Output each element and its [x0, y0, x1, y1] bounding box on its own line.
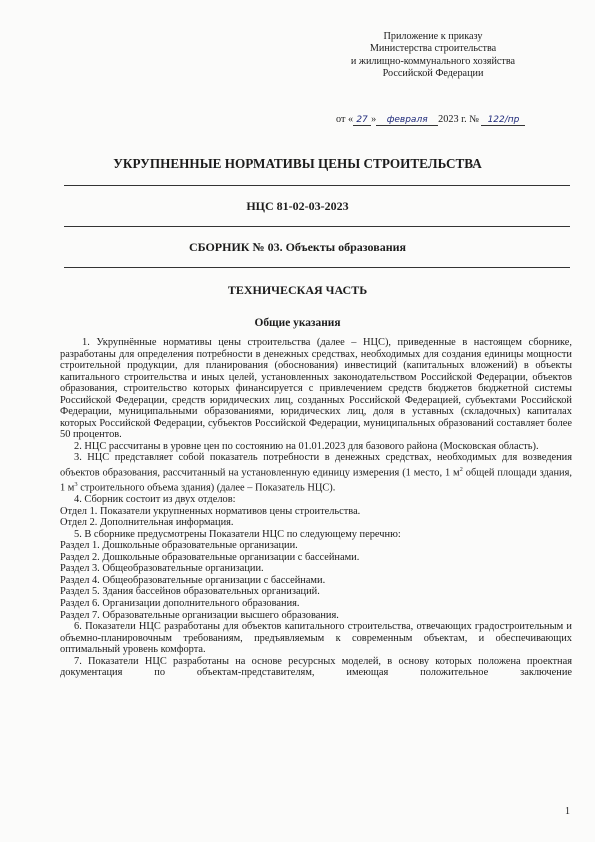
list-item: Раздел 4. Общеобразовательные организации с бассейнами. [60, 574, 326, 586]
list-item: Отдел 2. Дополнительная информация. [60, 517, 234, 529]
list-item: Раздел 3. Общеобразовательные организации. [60, 563, 264, 575]
collection-title: СБОРНИК № 03. Объекты образования [188, 240, 407, 254]
list-item: Раздел 5. Здания бассейнов образовательных организаций. [60, 586, 320, 598]
paragraph-2: 2. НЦС рассчитаны в уровне цен по состоянию на 01.01.2023 для базового района (Московская область). [74, 440, 539, 452]
list-item: Раздел 7. Образовательные организации высшего образования. [60, 609, 339, 621]
divider [64, 226, 570, 227]
order-date-line: от « 27 » февраля 2023 г. № 122/пр [336, 114, 525, 126]
divider [64, 267, 570, 268]
list-item: Отдел 1. Показатели укрупненных нормативов цены строительства. [60, 505, 361, 517]
appendix-line-1: Приложение к приказу [383, 31, 483, 42]
paragraph-6: 6. Показатели НЦС разработаны для объектов капитального строительства, отвечающих градостроительным и объемно-планировочным требованиям, предъявляемым к современным объектам, и обеспечивающих оптимальный уровень комфорта. [60, 621, 572, 656]
paragraph-4: 4. Сборник состоит из двух отделов: [74, 494, 236, 506]
order-number: 122/пр [481, 115, 525, 126]
list-item: Раздел 2. Дошкольные образовательные организации с бассейнами. [60, 551, 360, 563]
subsection-title: Общие указания [254, 317, 341, 329]
appendix-block [318, 31, 548, 81]
section-title: ТЕХНИЧЕСКАЯ ЧАСТЬ [227, 283, 368, 297]
document-title: УКРУПНЕННЫЕ НОРМАТИВЫ ЦЕНЫ СТРОИТЕЛЬСТВА [113, 156, 482, 171]
paragraph-3: 3. НЦС представляет собой показатель потребности в денежных средствах, необходимых для возведения объектов образования, рассчитанный на установленную единицу измерения (1 место, 1 $м^2$ общей площади здания, 1 $м^3$ строительного объема здания) (далее – Показатель НЦС). [60, 452, 572, 494]
list-item: Раздел 6. Организации дополнительного образования. [60, 597, 300, 609]
paragraph-7: 7. Показатели НЦС разработаны на основе ресурсных моделей, в основу которых положена проектная документация по объектам-представителям, имеющая положительное заключение [60, 655, 572, 679]
appendix-line-3: и жилищно-коммунального хозяйства [350, 55, 516, 67]
order-day: 27 [353, 115, 371, 126]
document-body [60, 337, 572, 679]
appendix-line-2: Министерства строительства [369, 43, 497, 55]
page-number: 1 [565, 806, 570, 817]
appendix-line-4: Российской Федерации [382, 68, 484, 80]
list-item: Раздел 1. Дошкольные образовательные организации. [60, 540, 298, 552]
norm-code: НЦС 81-02-03-2023 [246, 199, 349, 213]
paragraph-1: 1. Укрупнённые нормативы цены строительства (далее – НЦС), приведенные в настоящем сборнике, разработаны для определения потребности в денежных средствах, необходимых для создания единицы мощности строительной продукции, для планирования (обоснования) инвестиций (капитальных вложений) в объекты капитального строительства и иных целей, установленных законодательством Российской Федерации, объектов образования, строительство которых финансируется с привлечением средств бюджетов бюджетной системы Российской Федерации, средств юридических лиц, созданных Российской Федерацией, субъектами Российской Федерации, муниципальными образованиями, юридических лиц, доля в уставных (складочных) капиталах которых Российской Федерации, субъектов Российской Федерации, муниципальных образований составляет более 50 процентов. [60, 337, 572, 441]
order-month: февраля [376, 115, 438, 126]
divider [64, 185, 570, 186]
paragraph-5: 5. В сборнике предусмотрены Показатели НЦС по следующему перечню: [74, 528, 401, 540]
